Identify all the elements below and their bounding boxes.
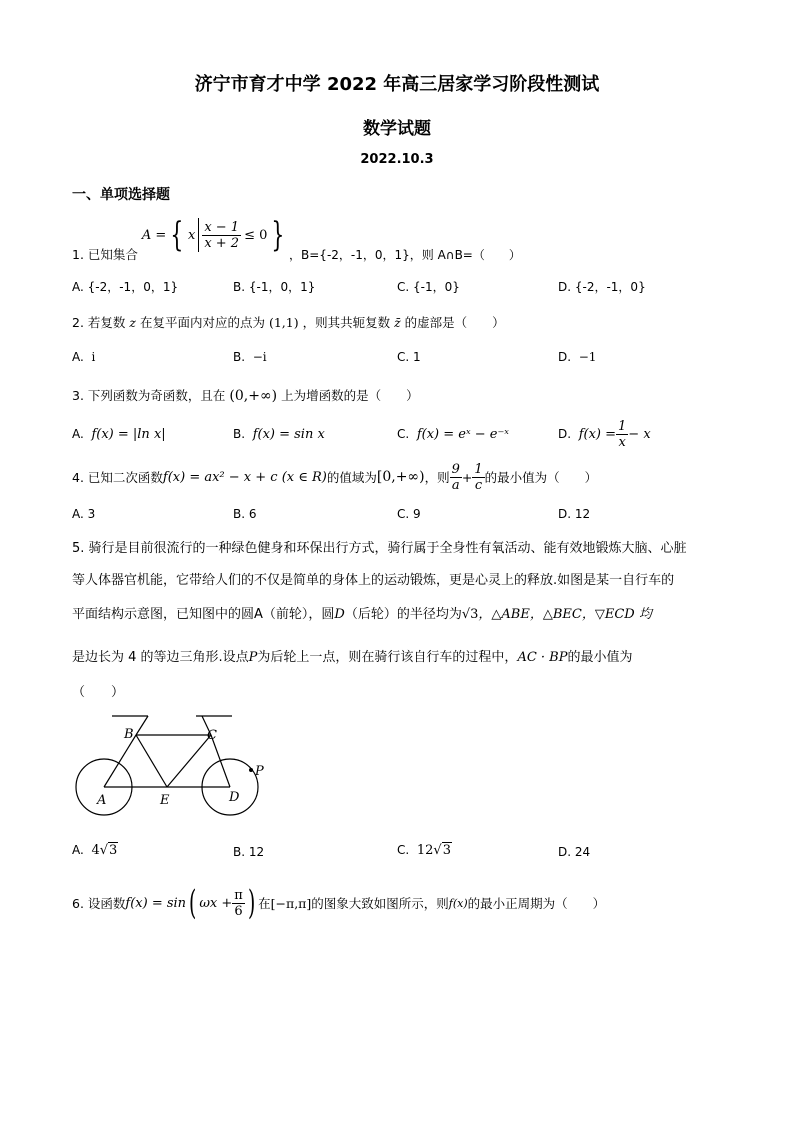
label-D: D xyxy=(229,790,240,805)
q6-text-c: 的图象大致如图所示，则 xyxy=(311,896,449,911)
q4-text-b: 的值域为 xyxy=(326,470,377,485)
q5-line3-radius: √3 xyxy=(461,607,479,622)
q3-option-d[interactable] xyxy=(558,413,651,455)
q3-option-d-label: D. xyxy=(558,427,572,441)
q1-option-b[interactable]: B. {-1，0，1} xyxy=(233,280,316,294)
q6-frac-num: π xyxy=(234,887,243,903)
q5-option-a-label: A. xyxy=(72,843,84,857)
q2-zbar: z̄ xyxy=(394,315,401,330)
q1-left-brace: { xyxy=(170,215,184,255)
q5-line4-P: P xyxy=(248,650,258,665)
q4-frac-2 xyxy=(472,462,484,493)
q2-option-b[interactable] xyxy=(233,350,267,364)
q1-prefix: 1. 已知集合 xyxy=(72,247,138,262)
q5-option-a-coef: 4 xyxy=(91,843,100,858)
handle-stem xyxy=(136,716,148,735)
label-E: E xyxy=(160,793,170,808)
q6-frac-den: 6 xyxy=(234,903,243,919)
q2-option-b-label: B. xyxy=(233,350,246,364)
q4-option-c[interactable]: C. 9 xyxy=(397,507,421,521)
frame-be xyxy=(136,735,167,787)
q2-option-a[interactable] xyxy=(72,350,95,364)
q5-option-b[interactable] xyxy=(233,845,264,859)
q5-option-c-coef: 12 xyxy=(416,843,434,858)
q4-frac-1 xyxy=(450,462,462,493)
q2-option-a-label: A. xyxy=(72,350,84,364)
q5-option-a-radicand: 3 xyxy=(109,843,118,858)
question-4 xyxy=(72,457,597,497)
q4-frac1-den: a xyxy=(451,477,460,493)
q2-option-d-value: −1 xyxy=(578,350,597,364)
q2-z: z xyxy=(129,315,136,330)
q6-fraction xyxy=(232,888,245,919)
q4-text-d: 的最小值为（ ） xyxy=(484,470,598,485)
q4-text-c: ，则 xyxy=(424,470,450,485)
q4-frac2-num: 1 xyxy=(474,461,483,477)
q2-option-c[interactable] xyxy=(397,350,421,364)
q3-option-c[interactable] xyxy=(397,427,509,442)
q5-line3-a: 平面结构示意图，已知图中的圆A（前轮），圆 xyxy=(72,607,335,622)
exam-subtitle: 数学试题 xyxy=(363,119,431,139)
q1-frac-den: x + 2 xyxy=(204,235,240,251)
q2-option-b-value: −i xyxy=(252,350,267,364)
q5-option-d[interactable] xyxy=(558,845,590,859)
q5-line-4 xyxy=(72,646,633,665)
q4-option-b[interactable]: B. 6 xyxy=(233,507,257,521)
q3-option-b[interactable] xyxy=(233,427,325,442)
q5-option-d-label: D. xyxy=(558,845,572,859)
q3-text-a: 3. 下列函数为奇函数，且在 xyxy=(72,388,226,403)
label-P: P xyxy=(255,764,264,779)
q2-text-a: 2. 若复数 xyxy=(72,315,126,330)
q5-option-d-value: 24 xyxy=(574,845,591,859)
q5-line4-b: 为后轮上一点，则在骑行该自行车的过程中， xyxy=(257,650,518,665)
q2-text-c: ，则其共轭复数 xyxy=(302,315,391,330)
q1-option-c[interactable]: C. {-1，0} xyxy=(397,280,460,294)
section-heading: 一、单项选择题 xyxy=(72,187,170,203)
question-6 xyxy=(72,880,605,926)
q2-option-a-value: i xyxy=(91,350,96,364)
q5-option-b-value: 12 xyxy=(248,845,265,859)
label-C: C xyxy=(207,728,217,743)
q3-option-a[interactable] xyxy=(72,427,166,442)
q1-set-fraction xyxy=(202,220,241,251)
q6-func: f(x) = sin xyxy=(125,895,187,911)
q1-set-var: x xyxy=(187,227,196,243)
q5-line-5: （ ） xyxy=(72,685,125,700)
q5-line3-b: （后轮）的半径均为 xyxy=(344,607,462,622)
q1-set-lhs: A = xyxy=(141,227,167,243)
q5-option-c[interactable]: C. 12√3 xyxy=(397,843,451,858)
q5-line-3 xyxy=(72,603,652,622)
q5-line-1: 5. 骑行是目前很流行的一种绿色健身和环保出行方式，骑行属于全身性有氧活动、能有效地锻炼大脑、心脏 xyxy=(72,541,687,556)
q5-line3-c: ，△ABE，△BEC，▽ECD 均 xyxy=(478,607,652,622)
q2-option-c-label: C. xyxy=(397,350,410,364)
q3-option-d-rhs: − x xyxy=(628,426,651,442)
q4-plus: + xyxy=(461,469,473,485)
q3-option-d-lhs: f(x) = xyxy=(578,426,617,442)
q6-left-paren: ( xyxy=(189,883,197,923)
q2-option-d[interactable] xyxy=(558,350,596,364)
q1-set-bar xyxy=(198,218,199,252)
q6-fx: f(x) xyxy=(448,896,468,910)
q3-option-b-value: f(x) = sin x xyxy=(252,427,325,442)
exam-title: 济宁市育才中学 2022 年高三居家学习阶段性测试 xyxy=(194,74,600,95)
q1-set-cmp: ≤ 0 xyxy=(244,227,268,243)
q3-option-c-value: f(x) = eˣ − e⁻ˣ xyxy=(416,427,509,442)
q1-tail: ，B={-2，-1，0，1}，则 A∩B=（ ） xyxy=(289,247,521,262)
q5-line4-a: 是边长为 4 的等边三角形.设点 xyxy=(72,650,249,665)
q4-frac2-den: c xyxy=(474,477,483,493)
q5-option-c-label: C. xyxy=(397,843,410,857)
q4-func: f(x) = ax² − x + c (x ∈ R) xyxy=(162,469,327,485)
question-1 xyxy=(72,212,521,262)
q4-text-a: 4. 已知二次函数 xyxy=(72,470,163,485)
q6-text-b: 在 xyxy=(258,896,271,911)
q2-text-b: 在复平面内对应的点为 xyxy=(139,315,265,330)
q3-option-d-fraction xyxy=(616,419,628,450)
q2-text-d: 的虚部是（ ） xyxy=(404,315,505,330)
q6-inner: ωx + xyxy=(199,895,233,911)
q5-vector-product: AC · BP xyxy=(517,650,568,665)
q3-option-c-label: C. xyxy=(397,427,410,441)
q6-interval: [−π,π] xyxy=(270,895,312,911)
frame-ec xyxy=(167,735,211,787)
q6-text-d: 的最小正周期为（ ） xyxy=(467,896,606,911)
q4-option-a[interactable]: A. 3 xyxy=(72,507,96,521)
q5-option-a[interactable]: A. 4√3 xyxy=(72,843,118,858)
q3-text-b: 上为增函数的是（ ） xyxy=(281,388,419,403)
q3-d-num: 1 xyxy=(618,418,627,434)
bicycle-figure xyxy=(70,710,270,830)
question-2 xyxy=(72,313,505,331)
q2-point: (1,1) xyxy=(268,315,299,330)
exam-date: 2022.10.3 xyxy=(360,152,434,167)
q5-line4-c: 的最小值为 xyxy=(567,650,633,665)
question-3 xyxy=(72,386,419,404)
label-A: A xyxy=(97,793,107,808)
q5-option-c-radicand: 3 xyxy=(442,843,451,858)
q5-line-2: 等人体器官机能，它带给人们的不仅是简单的身体上的运动锻炼，更是心灵上的释放.如图是某一自行车的 xyxy=(72,573,675,588)
label-B: B xyxy=(124,727,134,742)
q3-option-a-label: A. xyxy=(72,427,84,441)
q3-option-a-value: f(x) = |ln x| xyxy=(91,427,166,442)
q6-text-a: 6. 设函数 xyxy=(72,896,126,911)
q3-interval: (0,+∞) xyxy=(229,388,278,404)
q6-right-paren: ) xyxy=(247,883,256,923)
q1-set-A xyxy=(141,215,289,255)
q1-frac-num: x − 1 xyxy=(204,219,240,235)
q5-option-b-label: B. xyxy=(233,845,246,859)
q2-option-d-label: D. xyxy=(558,350,572,364)
q1-option-d[interactable]: D. {-2，-1，0} xyxy=(558,280,646,294)
q5-line3-D: D xyxy=(334,607,345,622)
q4-frac1-num: 9 xyxy=(451,461,460,477)
point-P-marker xyxy=(249,768,253,772)
q4-range: [0,+∞) xyxy=(376,469,425,485)
q2-option-c-value: 1 xyxy=(413,350,421,364)
q1-right-brace: } xyxy=(271,215,285,255)
q4-option-d[interactable]: D. 12 xyxy=(558,507,591,521)
q3-option-b-label: B. xyxy=(233,427,246,441)
q3-d-den: x xyxy=(618,434,626,450)
q1-option-a[interactable]: A. {-2，-1，0，1} xyxy=(72,280,179,294)
